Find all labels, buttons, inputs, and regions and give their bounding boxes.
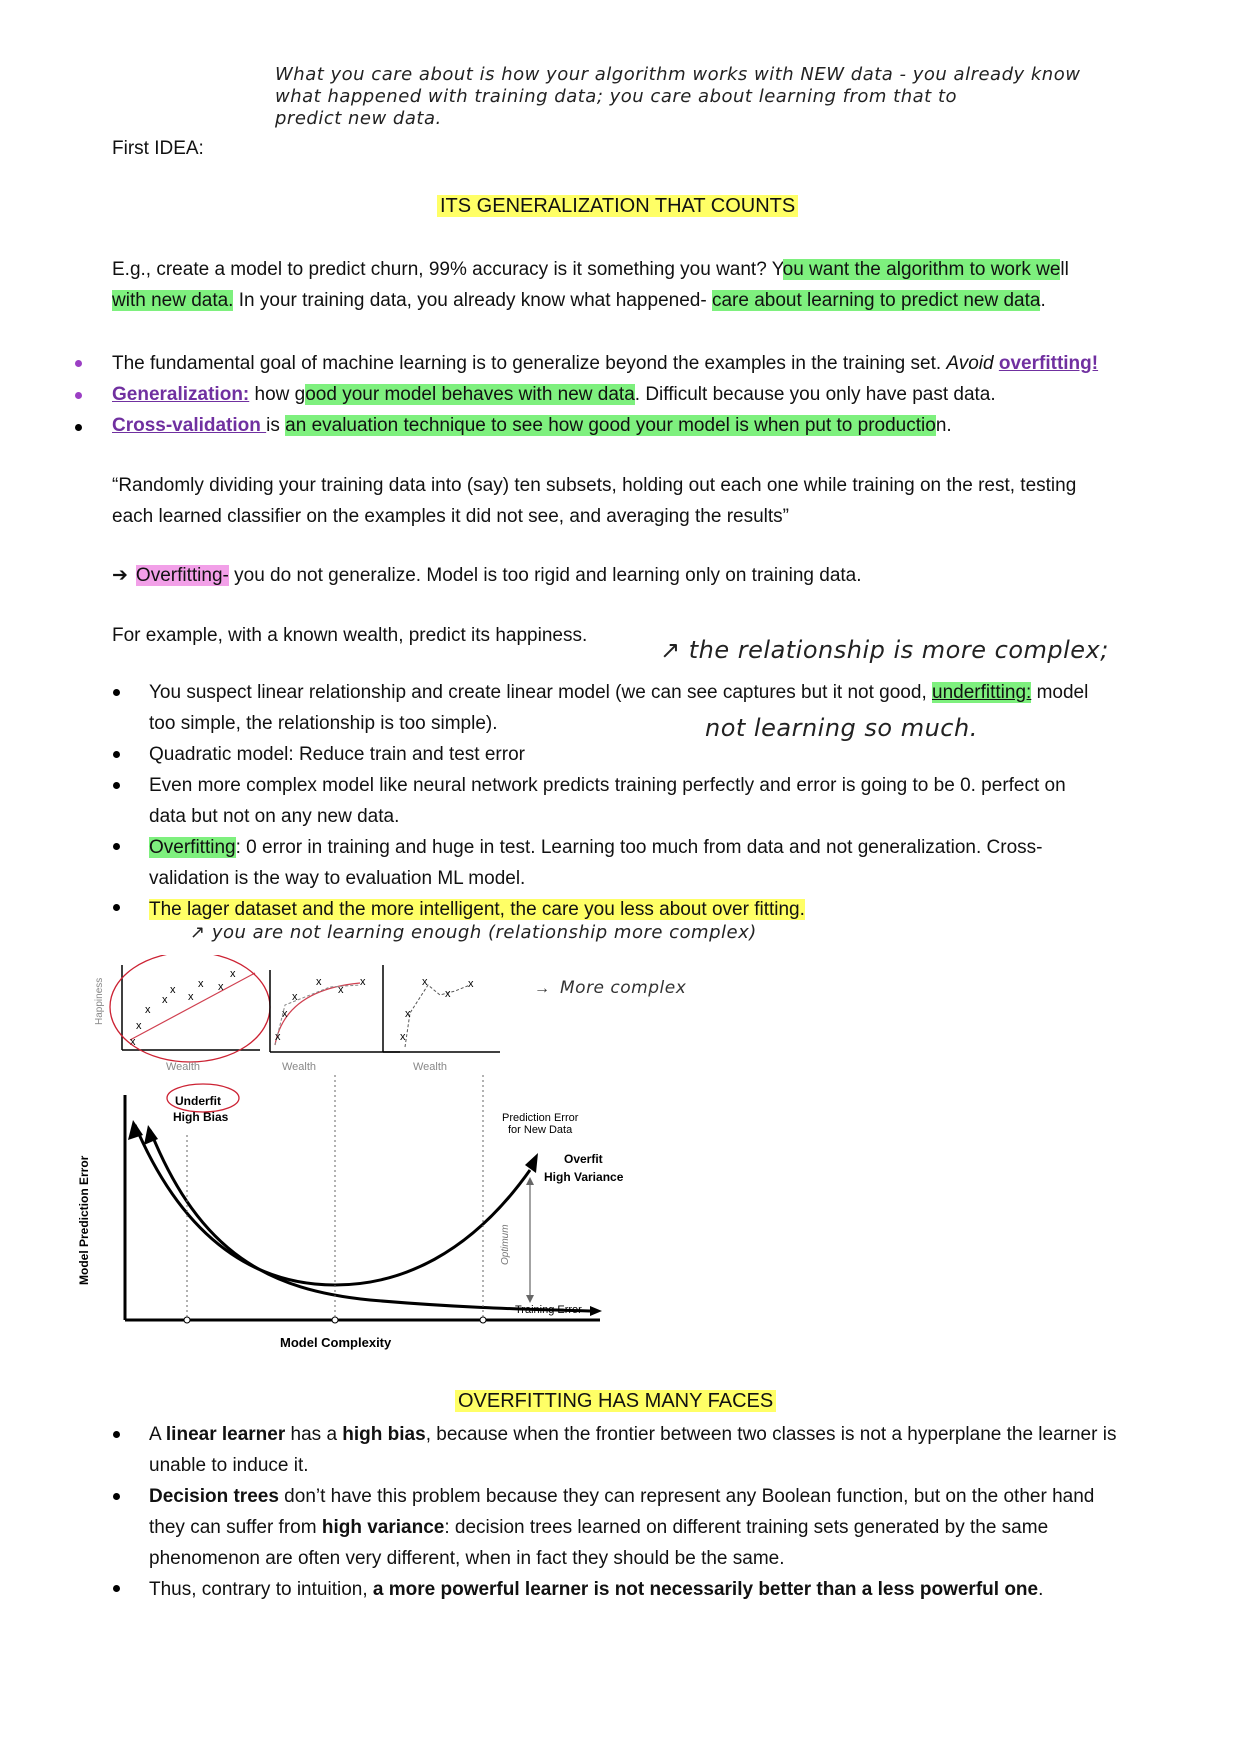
quote-line: “Randomly dividing your training data into (say) ten subsets, holding out each one while training on the rest, testing (112, 475, 1077, 496)
overfitting-arrow-line (112, 560, 862, 591)
bullet-list-goals (112, 348, 1192, 441)
arrow-icon: ➔ (112, 565, 128, 586)
small-plot-quadratic (270, 970, 400, 1073)
high-bias-label: High Bias (173, 1110, 229, 1124)
heading-text: ITS GENERALIZATION THAT COUNTS (437, 195, 798, 217)
list-item: The lager dataset and the more intelligent, the care you less about over fitting. (149, 899, 805, 920)
bullet-list-faces (149, 1419, 1209, 1605)
highlight: Overfitting- (135, 565, 229, 586)
handwritten-note-low (190, 922, 757, 943)
bullet (75, 360, 82, 367)
bullet-list-models (149, 677, 1159, 925)
bullet (113, 751, 120, 758)
list-item: Overfitting: 0 error in training and huge in test. Learning too much from data and not generalization. Cross- (149, 837, 1043, 858)
intro-text: In your training data, you already know what happened- (233, 290, 712, 311)
wealth-axis-label: Wealth (413, 1061, 448, 1073)
svg-text:x: x (400, 1031, 406, 1043)
svg-text:x: x (360, 976, 366, 988)
y-axis-label: Model Prediction Error (77, 1155, 91, 1285)
arrow-line-text: you do not generalize. Model is too rigid and learning only on training data. (228, 565, 862, 586)
handwritten-line: what happened with training data; you care about learning from that to (275, 86, 958, 107)
intro-text: ll (1060, 259, 1069, 280)
svg-text:x: x (188, 991, 194, 1003)
figure-bias-variance (70, 955, 750, 1355)
list-item-cont: they can suffer from high variance: decision trees learned on different training sets generated by the same (149, 1517, 1049, 1538)
bullet (113, 1431, 120, 1438)
intro-text: . (1040, 290, 1046, 311)
overfitting-link[interactable]: overfitting! (998, 353, 1099, 374)
handwritten-note-mid (660, 636, 1109, 664)
list-item: The fundamental goal of machine learning is to generalize beyond the examples in the training set. Avoid overfitting! (112, 353, 1099, 374)
wealth-axis-label: Wealth (282, 1061, 317, 1073)
example-line: For example, with a known wealth, predict its happiness. (112, 625, 588, 646)
bullet (113, 1493, 120, 1500)
svg-text:x: x (198, 978, 204, 990)
svg-text:x: x (218, 981, 224, 993)
svg-text:x: x (170, 984, 176, 996)
happiness-axis-label: Happiness (94, 977, 105, 1025)
list-item: Even more complex model like neural network predicts training perfectly and error is going to be 0. perfect on (149, 775, 1066, 796)
list-item-cont: phenomenon are often very different, when in fact they should be the same. (149, 1548, 785, 1569)
highlight: ou want the algorithm to work we (782, 259, 1061, 280)
list-item: Quadratic model: Reduce train and test error (149, 744, 525, 765)
wealth-axis-label: Wealth (166, 1061, 201, 1073)
svg-text:x: x (282, 1008, 288, 1020)
svg-text:x: x (292, 991, 298, 1003)
list-item-cont: data but not on any new data. (149, 806, 400, 827)
arrow-icon: → (534, 980, 550, 997)
list-item: Generalization: how good your model behaves with new data. Difficult because you only have past data. (112, 384, 996, 405)
quote-line: each learned classifier on the examples it did not see, and averaging the results” (112, 506, 790, 527)
small-plot-linear (94, 955, 270, 1073)
bullet (113, 689, 120, 696)
overfit-label: Overfit (564, 1152, 603, 1166)
small-plot-complex (383, 965, 500, 1073)
list-item-cont: unable to induce it. (149, 1455, 309, 1476)
handwritten-note-top (275, 64, 1205, 130)
svg-text:x: x (145, 1004, 151, 1016)
svg-text:x: x (316, 976, 322, 988)
list-item: A linear learner has a high bias, because when the frontier between two classes is not a hyperplane the learner is (149, 1424, 1117, 1445)
arrow-icon: ↗ (190, 922, 212, 943)
bullet (113, 843, 120, 850)
svg-text:x: x (162, 994, 168, 1006)
list-item: Cross-validation is an evaluation technique to see how good your model is when put to production. (112, 415, 952, 436)
list-item-cont: validation is the way to evaluation ML model. (149, 868, 526, 889)
svg-text:x: x (338, 984, 344, 996)
first-idea-label: First IDEA: (112, 138, 204, 159)
arrow-icon: ↗ (660, 636, 689, 664)
highlight: care about learning to predict new data (711, 290, 1041, 311)
underfit-label: Underfit (175, 1094, 221, 1108)
section-heading (437, 195, 798, 218)
handwritten-more-complex: More complex (560, 978, 687, 998)
intro-paragraph (112, 254, 1162, 316)
svg-text:x: x (275, 1031, 281, 1043)
training-error-label: Training Error (515, 1304, 582, 1316)
bullet (113, 904, 120, 911)
svg-text:x: x (136, 1020, 142, 1032)
optimum-label: Optimum (500, 1224, 511, 1265)
intro-text: E.g., create a model to predict churn, 99% accuracy is it something you want? Y (112, 259, 783, 280)
quote-block (112, 470, 1212, 532)
list-item-cont: too simple, the relationship is too simple). (149, 713, 498, 734)
cross-validation-link[interactable]: Cross-validation (112, 415, 267, 436)
bullet (113, 782, 120, 789)
svg-text:x: x (445, 988, 451, 1000)
x-axis-label: Model Complexity (280, 1335, 392, 1350)
generalization-link[interactable]: Generalization: (112, 384, 250, 405)
list-item: You suspect linear relationship and create linear model (we can see captures but it not good, underfitting: model (149, 682, 1089, 703)
bullet (75, 424, 82, 431)
handwritten-line: the relationship is more complex; (688, 636, 1109, 664)
highlight: with new data. (112, 290, 234, 311)
svg-text:x: x (468, 978, 474, 990)
high-variance-label: High Variance (544, 1170, 624, 1184)
bullet (113, 1585, 120, 1592)
svg-text:x: x (230, 968, 236, 980)
handwritten-note-mid-2: not learning so much. (705, 714, 978, 742)
handwritten-line: predict new data. (275, 108, 442, 129)
svg-text:x: x (422, 976, 428, 988)
handwritten-line: What you care about is how your algorithm works with NEW data - you already know (275, 64, 1081, 85)
handwritten-line: you are not learning enough (relationship more complex) (211, 922, 757, 943)
prediction-error-label: for New Data (508, 1124, 573, 1136)
main-chart (77, 1075, 624, 1350)
svg-text:x: x (405, 1008, 411, 1020)
list-item: Thus, contrary to intuition, a more powerful learner is not necessarily better than a less powerful one. (149, 1579, 1044, 1600)
list-item: Decision trees don’t have this problem because they can represent any Boolean function, but on the other hand (149, 1486, 1095, 1507)
heading-text: OVERFITTING HAS MANY FACES (455, 1390, 776, 1412)
bullet (75, 392, 82, 399)
svg-text:x: x (130, 1036, 136, 1048)
prediction-error-label: Prediction Error (502, 1112, 579, 1124)
section-heading (455, 1390, 776, 1413)
